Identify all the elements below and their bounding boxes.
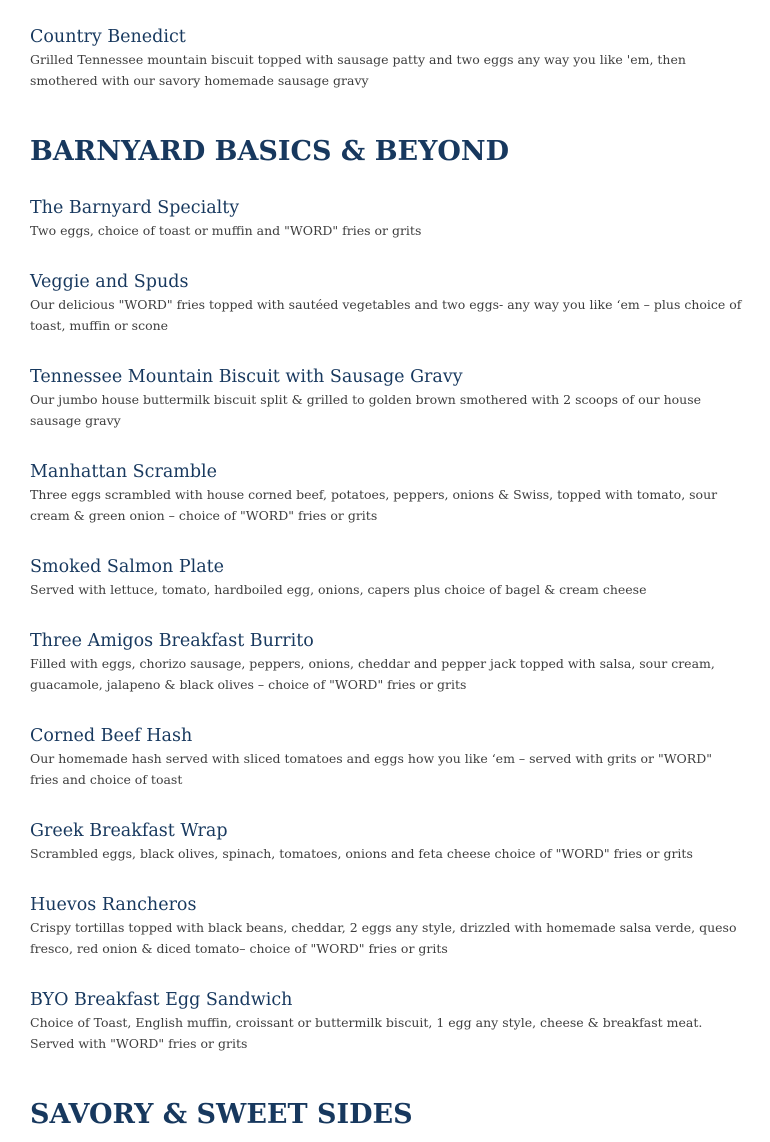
- item-description: Grilled Tennessee mountain biscuit topped with sausage patty and two eggs any way you like 'em, then smothered with our savory homemade sausage gravy: [30, 52, 686, 88]
- item-description: Scrambled eggs, black olives, spinach, tomatoes, onions and feta cheese choice of "WORD" fries or grits: [30, 846, 693, 861]
- item-title: Smoked Salmon Plate: [30, 557, 225, 577]
- menu-item-three-amigos-burrito: [30, 629, 742, 695]
- menu-item-biscuit-sausage-gravy: [30, 365, 742, 431]
- item-title: Three Amigos Breakfast Burrito: [30, 631, 314, 651]
- item-title: Tennessee Mountain Biscuit with Sausage Gravy: [30, 367, 463, 387]
- section-title: SAVORY & SWEET SIDES: [30, 1099, 413, 1130]
- menu-item-smoked-salmon-plate: [30, 555, 742, 600]
- item-description: Our jumbo house buttermilk biscuit split & grilled to golden brown smothered with 2 scoops of our house sausage gravy: [30, 392, 702, 428]
- item-title: Greek Breakfast Wrap: [30, 821, 228, 841]
- item-description: Three eggs scrambled with house corned beef, potatoes, peppers, onions & Swiss, topped with tomato, sour cream & green onion – choice of "WORD" fries or grits: [30, 487, 718, 523]
- item-description: Crispy tortillas topped with black beans, cheddar, 2 eggs any style, drizzled with homemade salsa verde, queso fresco, red onion & diced tomato– choice of "WORD" fries or grits: [30, 920, 737, 956]
- item-description: Two eggs, choice of toast or muffin and "WORD" fries or grits: [30, 223, 422, 238]
- item-title: BYO Breakfast Egg Sandwich: [30, 990, 293, 1010]
- section-heading-sides: [30, 1097, 413, 1133]
- item-description: Our homemade hash served with sliced tomatoes and eggs how you like ‘em – served with grits or "WORD" fries and choice of toast: [30, 751, 712, 787]
- menu-item-greek-breakfast-wrap: [30, 819, 742, 864]
- item-title: Country Benedict: [30, 27, 186, 47]
- item-title: Huevos Rancheros: [30, 895, 197, 915]
- item-title: The Barnyard Specialty: [30, 198, 240, 218]
- section-heading-barnyard: [30, 134, 509, 170]
- menu-item-barnyard-specialty: [30, 196, 742, 241]
- menu-item-byo-egg-sandwich: [30, 988, 742, 1054]
- item-title: Manhattan Scramble: [30, 462, 217, 482]
- item-description: Our delicious "WORD" fries topped with sautéed vegetables and two eggs- any way you like ‘em – plus choice of toast, muffin or scone: [30, 297, 742, 333]
- menu-item-country-benedict: [30, 25, 742, 91]
- menu-item-corned-beef-hash: [30, 724, 742, 790]
- item-description: Served with lettuce, tomato, hardboiled egg, onions, capers plus choice of bagel & cream cheese: [30, 582, 647, 597]
- item-description: Filled with eggs, chorizo sausage, peppers, onions, cheddar and pepper jack topped with salsa, sour cream, guacamole, jalapeno & black olives – choice of "WORD" fries or grits: [30, 656, 715, 692]
- menu-item-veggie-and-spuds: [30, 270, 742, 336]
- section-title: BARNYARD BASICS & BEYOND: [30, 136, 509, 167]
- item-description: Choice of Toast, English muffin, croissant or buttermilk biscuit, 1 egg any style, cheese & breakfast meat. Served with "WORD" fries or grits: [30, 1015, 703, 1051]
- menu-item-huevos-rancheros: [30, 893, 742, 959]
- item-title: Veggie and Spuds: [30, 272, 189, 292]
- menu-item-manhattan-scramble: [30, 460, 742, 526]
- item-title: Corned Beef Hash: [30, 726, 193, 746]
